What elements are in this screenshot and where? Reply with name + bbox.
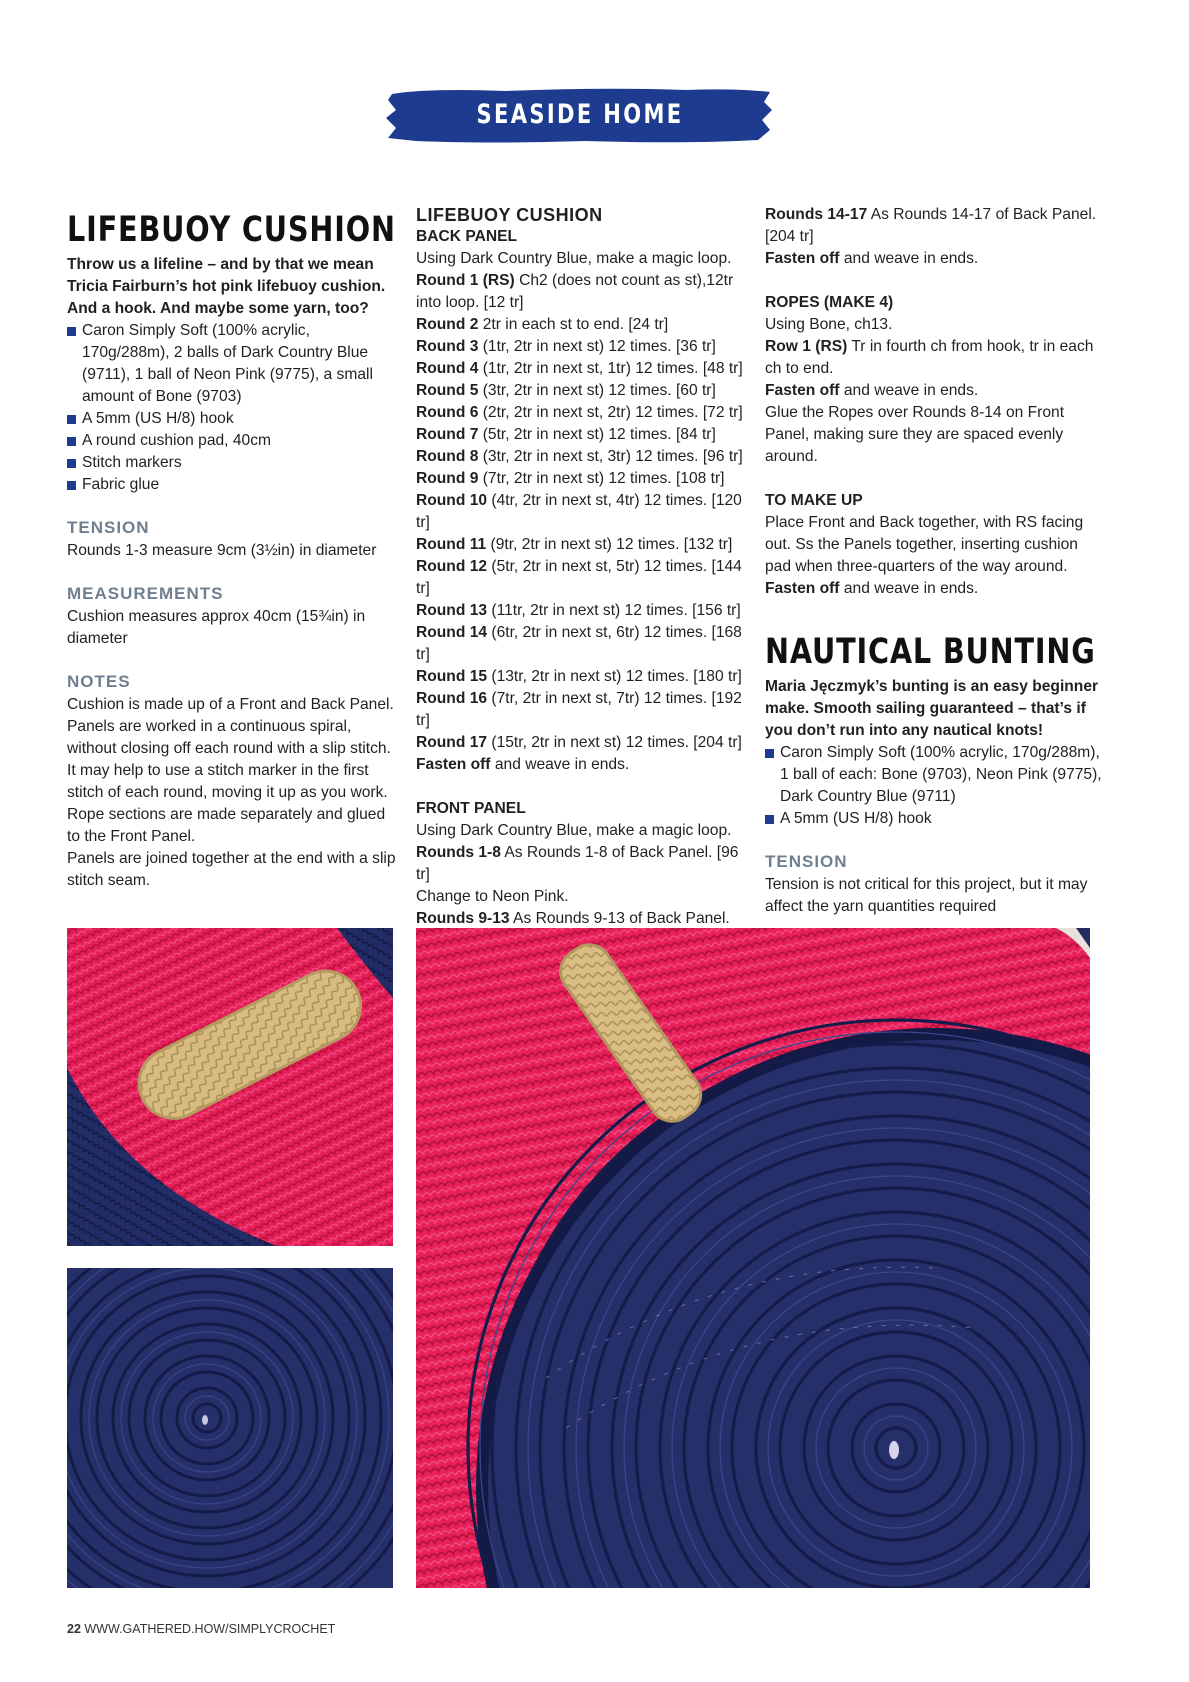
round-instruction: Round 3 (1tr, 2tr in next st) 12 times. [36 tr] bbox=[416, 338, 716, 355]
bunting-tension-heading: TENSION bbox=[765, 852, 848, 871]
ropes-intro: Using Bone, ch13. bbox=[765, 316, 893, 333]
measurements-heading: MEASUREMENTS bbox=[67, 584, 224, 603]
rope-closeup-photo bbox=[67, 928, 393, 1246]
notes-heading: NOTES bbox=[67, 672, 131, 691]
materials-item: A round cushion pad, 40cm bbox=[67, 430, 397, 452]
materials-item: A 5mm (US H/8) hook bbox=[765, 808, 1105, 830]
bunting-title: NAUTICAL BUNTING bbox=[765, 632, 1096, 672]
back-panel-heading: BACK PANEL bbox=[416, 228, 518, 245]
bunting-tension-text: Tension is not critical for this project, but it may affect the yarn quantities required bbox=[765, 876, 1088, 915]
materials-item: Fabric glue bbox=[67, 474, 397, 496]
banner-title: SEASIDE HOME COLLECTION bbox=[476, 99, 684, 188]
round-instruction: Round 16 (7tr, 2tr in next st, 7tr) 12 times. [192 tr] bbox=[416, 690, 742, 729]
round-instruction: Round 14 (6tr, 2tr in next st, 6tr) 12 times. [168 tr] bbox=[416, 624, 742, 663]
article-title: LIFEBUOY CUSHION bbox=[67, 210, 396, 250]
round-instruction: Round 4 (1tr, 2tr in next st, 1tr) 12 times. [48 tr] bbox=[416, 360, 743, 377]
ropes-fasten-off: Fasten off and weave in ends. bbox=[765, 382, 979, 399]
round-instruction: Round 1 (RS) Ch2 (does not count as st),12tr into loop. [12 tr] bbox=[416, 272, 734, 311]
front-colour-change: Change to Neon Pink. bbox=[416, 888, 569, 905]
bunting-standfirst: Maria Jęczmyk’s bunting is an easy beginner make. Smooth sailing guaranteed – that’s if you don’t run into any nautical knots! bbox=[765, 678, 1099, 739]
rounds-list bbox=[416, 270, 746, 754]
back-fasten-off: Fasten off and weave in ends. bbox=[416, 756, 630, 773]
measurements-text: Cushion measures approx 40cm (15¾in) in diameter bbox=[67, 608, 366, 647]
round-instruction: Round 9 (7tr, 2tr in next st) 12 times. [108 tr] bbox=[416, 470, 725, 487]
round-instruction: Round 11 (9tr, 2tr in next st) 12 times. [132 tr] bbox=[416, 536, 733, 553]
materials-item: Caron Simply Soft (100% acrylic, 170g/288m), 2 balls of Dark Country Blue (9711), 1 ball of Neon Pink (9775), a small amount of Bone (9703) bbox=[67, 320, 397, 408]
round-instruction: Round 13 (11tr, 2tr in next st) 12 times. [156 tr] bbox=[416, 602, 741, 619]
page-number: 22 bbox=[67, 1622, 81, 1636]
round-instruction: Round 8 (3tr, 2tr in next st, 3tr) 12 times. [96 tr] bbox=[416, 448, 743, 465]
front-panel-intro: Using Dark Country Blue, make a magic loop. bbox=[416, 822, 732, 839]
front-fasten-off: Fasten off and weave in ends. bbox=[765, 250, 979, 267]
column-intro bbox=[67, 204, 397, 892]
round-instruction: Round 17 (15tr, 2tr in next st) 12 times. [204 tr] bbox=[416, 734, 742, 751]
round-instruction: Round 6 (2tr, 2tr in next st, 2tr) 12 times. [72 tr] bbox=[416, 404, 743, 421]
make-up-text: Place Front and Back together, with RS facing out. Ss the Panels together, inserting cushion pad when three-quarters of the way around. bbox=[765, 514, 1084, 575]
bunting-materials-list bbox=[765, 742, 1105, 830]
front-rounds-14-17: Rounds 14-17 As Rounds 14-17 of Back Panel. [204 tr] bbox=[765, 206, 1097, 245]
tension-text: Rounds 1-3 measure 9cm (3½in) in diameter bbox=[67, 542, 377, 559]
round-instruction: Round 2 2tr in each st to end. [24 tr] bbox=[416, 316, 669, 333]
round-instruction: Round 12 (5tr, 2tr in next st, 5tr) 12 times. [144 tr] bbox=[416, 558, 742, 597]
standfirst: Throw us a lifeline – and by that we mean Tricia Fairburn’s hot pink lifebuoy cushion. And a hook. And maybe some yarn, too? bbox=[67, 256, 386, 317]
ropes-row-1: Row 1 (RS) Tr in fourth ch from hook, tr in each ch to end. bbox=[765, 338, 1094, 377]
make-up-fasten-off: Fasten off and weave in ends. bbox=[765, 580, 979, 597]
materials-item: Stitch markers bbox=[67, 452, 397, 474]
materials-item: A 5mm (US H/8) hook bbox=[67, 408, 397, 430]
round-instruction: Round 15 (13tr, 2tr in next st) 12 times. [180 tr] bbox=[416, 668, 742, 685]
footer-url: WWW.GATHERED.HOW/SIMPLYCROCHET bbox=[80, 1622, 336, 1636]
notes-text: Panels are joined together at the end with a slip stitch seam. bbox=[67, 850, 396, 889]
column-continuation bbox=[765, 204, 1105, 918]
back-panel-intro: Using Dark Country Blue, make a magic loop. bbox=[416, 250, 732, 267]
front-rounds-9-13: Rounds 9-13 As Rounds 9-13 of Back Panel. bbox=[416, 910, 730, 927]
page-footer bbox=[67, 1622, 335, 1636]
column-pattern bbox=[416, 204, 746, 974]
collection-banner bbox=[386, 86, 774, 188]
ropes-heading: ROPES (MAKE 4) bbox=[765, 294, 894, 311]
front-rounds-1-8: Rounds 1-8 As Rounds 1-8 of Back Panel. [96 tr] bbox=[416, 844, 739, 883]
round-instruction: Round 7 (5tr, 2tr in next st) 12 times. [84 tr] bbox=[416, 426, 716, 443]
back-panel-photo bbox=[67, 1268, 393, 1588]
make-up-heading: TO MAKE UP bbox=[765, 492, 863, 509]
materials-list bbox=[67, 320, 397, 496]
round-instruction: Round 5 (3tr, 2tr in next st) 12 times. [60 tr] bbox=[416, 382, 716, 399]
cushion-front-photo bbox=[416, 928, 1090, 1588]
ropes-glue-text: Glue the Ropes over Rounds 8-14 on Front Panel, making sure they are spaced evenly around. bbox=[765, 404, 1065, 465]
materials-item: Caron Simply Soft (100% acrylic, 170g/288m), 1 ball of each: Bone (9703), Neon Pink (9775), Dark Country Blue (9711) bbox=[765, 742, 1105, 808]
round-instruction: Round 10 (4tr, 2tr in next st, 4tr) 12 times. [120 tr] bbox=[416, 492, 742, 531]
pattern-title: LIFEBUOY CUSHION bbox=[416, 205, 603, 225]
tension-heading: TENSION bbox=[67, 518, 150, 537]
notes-text: Cushion is made up of a Front and Back Panel. Panels are worked in a continuous spiral, without closing off each round with a slip stitch. It may help to use a stitch marker in the first stitch of each round, moving it up as you work. Rope sections are made separately and glued to the Front Panel. bbox=[67, 696, 394, 845]
front-panel-heading: FRONT PANEL bbox=[416, 800, 526, 817]
